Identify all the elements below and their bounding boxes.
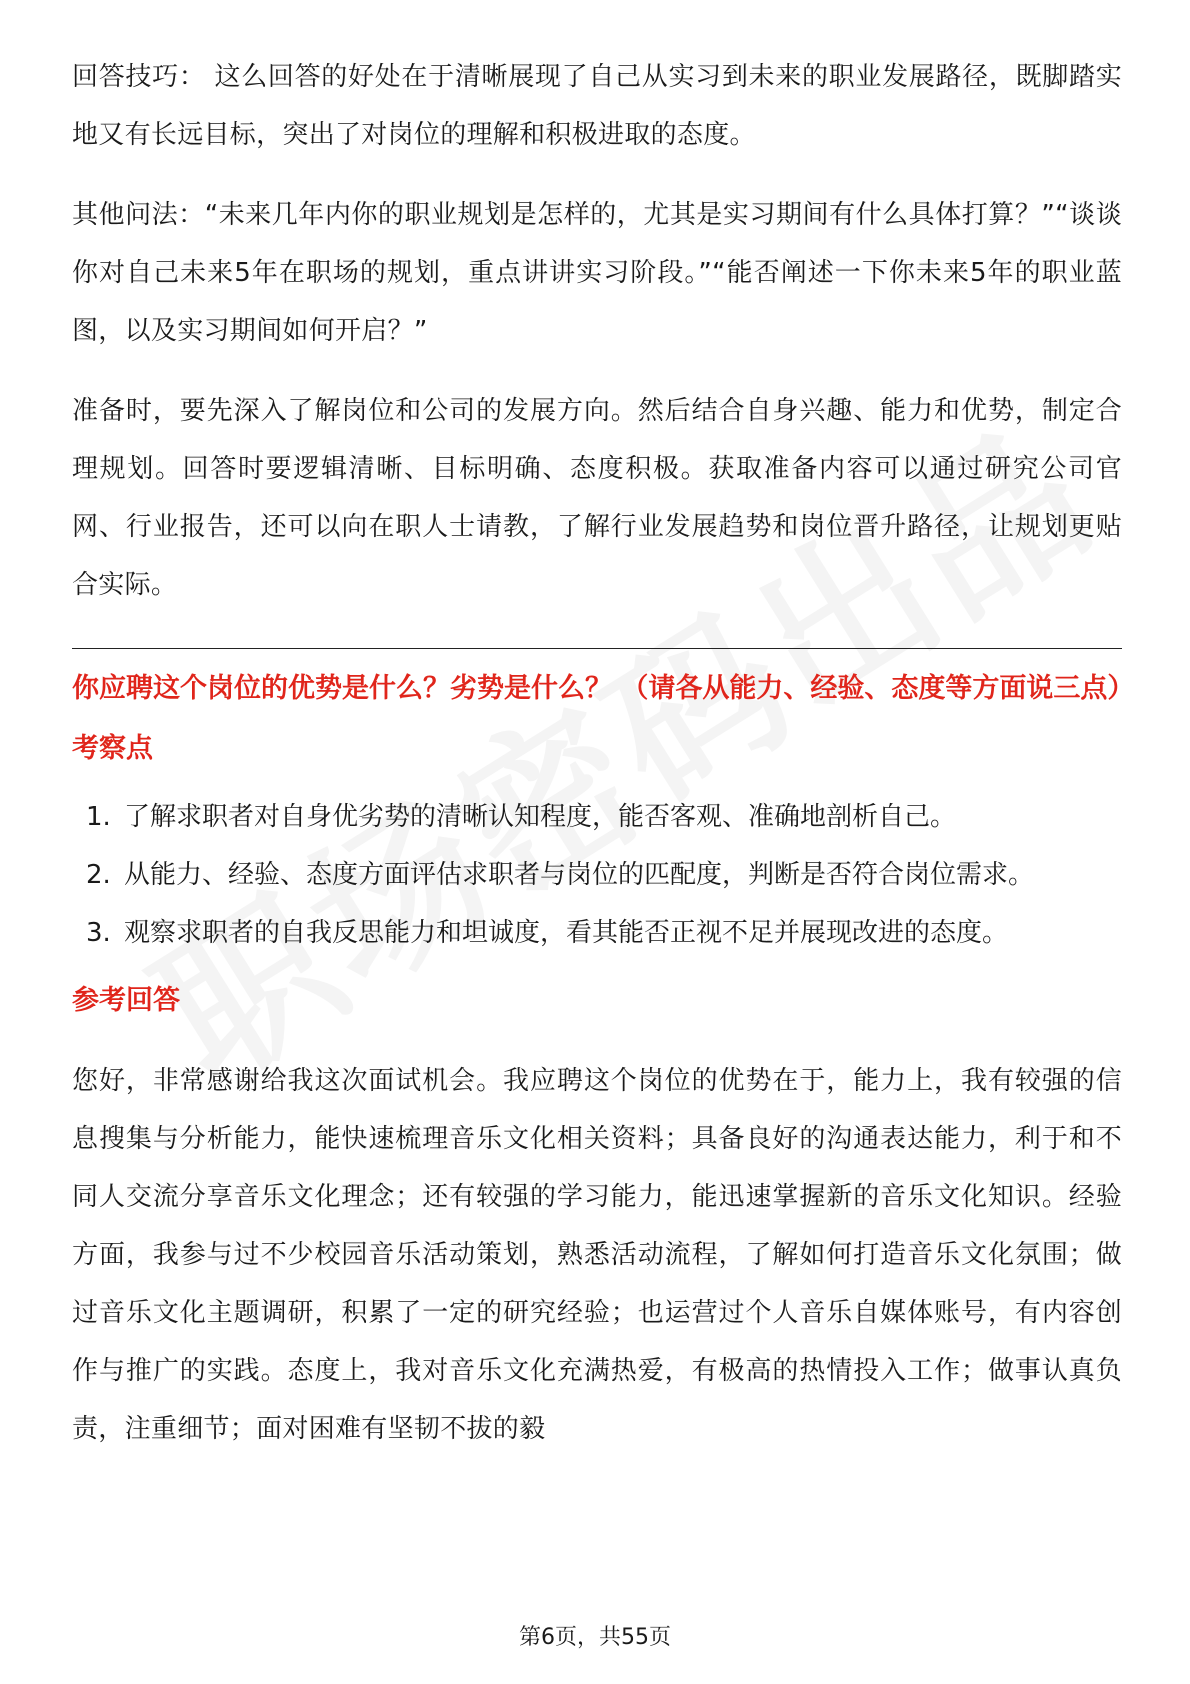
- list-item-text: 从能力、经验、态度方面评估求职者与岗位的匹配度，判断是否符合岗位需求。: [124, 860, 1035, 890]
- page-number: 第6页，共55页: [519, 1625, 671, 1650]
- exam-points-title: 考察点: [72, 733, 153, 764]
- list-item: [72, 788, 1122, 846]
- alternative-questions-paragraph: 其他问法：“未来几年内你的职业规划是怎样的，尤其是实习期间有什么具体打算？”“谈谈你对自己未来5年在职场的规划，重点讲讲实习阶段。”“能否阐述一下你未来5年的职业蓝图，以及实习期间如何开启？”: [72, 200, 1122, 346]
- list-item: [72, 904, 1122, 962]
- question-heading: 你应聘这个岗位的优势是什么？劣势是什么？ （请各从能力、经验、态度等方面说三点）: [72, 673, 1135, 704]
- list-item: [72, 846, 1122, 904]
- list-number: 2.: [86, 860, 111, 890]
- answer-tips-paragraph: 回答技巧： 这么回答的好处在于清晰展现了自己从实习到未来的职业发展路径，既脚踏实地又有长远目标，突出了对岗位的理解和积极进取的态度。: [72, 62, 1122, 150]
- list-number: 3.: [86, 918, 111, 948]
- document-page: [72, 48, 1135, 1458]
- preparation-paragraph: 准备时，要先深入了解岗位和公司的发展方向。然后结合自身兴趣、能力和优势，制定合理规划。回答时要逻辑清晰、目标明确、态度积极。获取准备内容可以通过研究公司官网、行业报告，还可以向在职人士请教，了解行业发展趋势和岗位晋升路径，让规划更贴合实际。: [72, 396, 1122, 600]
- reference-answer-title: 参考回答: [72, 985, 180, 1016]
- section-divider: [72, 648, 1122, 649]
- list-item-text: 了解求职者对自身优劣势的清晰认知程度，能否客观、准确地剖析自己。: [124, 802, 957, 832]
- list-item-text: 观察求职者的自我反思能力和坦诚度，看其能否正视不足并展现改进的态度。: [124, 918, 1009, 948]
- exam-points-list: [72, 788, 1122, 962]
- reference-answer-paragraph: 您好，非常感谢给我这次面试机会。我应聘这个岗位的优势在于，能力上，我有较强的信息搜集与分析能力，能快速梳理音乐文化相关资料；具备良好的沟通表达能力，利于和不同人交流分享音乐文化理念；还有较强的学习能力，能迅速掌握新的音乐文化知识。经验方面，我参与过不少校园音乐活动策划，熟悉活动流程，了解如何打造音乐文化氛围；做过音乐文化主题调研，积累了一定的研究经验；也运营过个人音乐自媒体账号，有内容创作与推广的实践。态度上，我对音乐文化充满热爱，有极高的热情投入工作；做事认真负责，注重细节；面对困难有坚韧不拔的毅: [72, 1066, 1122, 1444]
- list-number: 1.: [86, 802, 111, 832]
